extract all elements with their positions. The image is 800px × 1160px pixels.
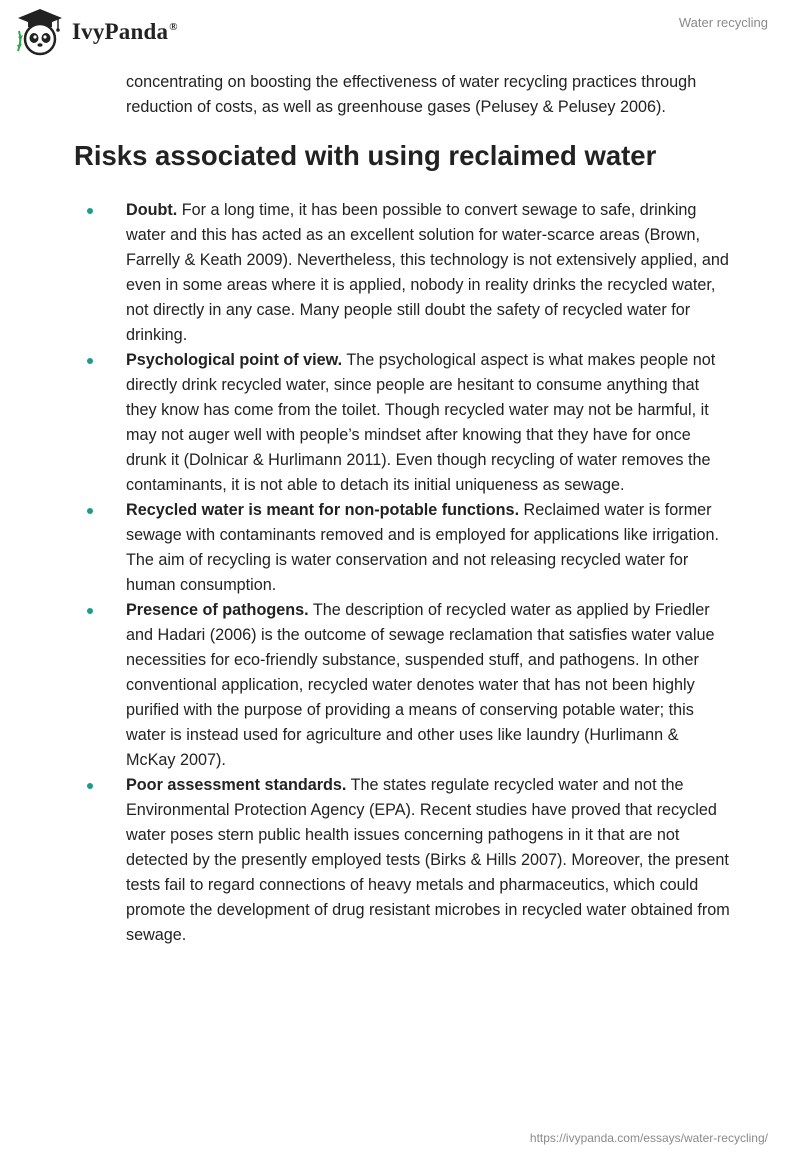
list-item: [0, 598, 800, 773]
item-text: The psychological aspect is what makes people not directly drink recycled water, since people are hesitant to consume anything that they know has come from the toilet. Though recycled water may not be harmful, it may not auger well with people’s mindset after knowing that they have for once drunk it (Dolnicar & Hurlimann 2011). Even though recycling of water removes the contaminants, it is not able to detach its initial uniqueness as sewage.: [126, 351, 716, 494]
item-text: Reclaimed water is former sewage with contaminants removed and is employed for applications like irrigation. The aim of recycling is water conservation and not releasing recycled water for human consumption.: [126, 501, 719, 594]
list-item: [0, 348, 800, 498]
item-text: The description of recycled water as applied by Friedler and Hadari (2006) is the outcome of sewage reclamation that satisfies water value necessities for eco-friendly substance, suspended stuff, and pathogens. In other conventional application, recycled water denotes water that has not been highly purified with the purpose of providing a means of conserving potable water; this water is instead used for agriculture and other uses like laundry (Hurlimann & McKay 2007).: [126, 601, 715, 769]
panda-graduate-logo-icon: [14, 7, 66, 57]
list-item: [0, 773, 800, 948]
list-item: [0, 498, 800, 598]
ivypanda-logo[interactable]: [14, 7, 178, 57]
item-text: For a long time, it has been possible to convert sewage to safe, drinking water and this has acted as an excellent solution for water-scarce areas (Brown, Farrelly & Keath 2009). Nevertheless, this technology is not extensively applied, and even in some areas where it is applied, nobody in reality drinks the recycled water, not directly in any case. Many people still doubt the safety of recycled water for drinking.: [126, 201, 729, 344]
list-item: [0, 198, 800, 348]
bullet-dot-icon: [87, 783, 93, 789]
registered-mark: ®: [169, 21, 178, 34]
risk-list: [0, 198, 800, 948]
item-title: Psychological point of view.: [126, 351, 343, 369]
bullet-dot-icon: [87, 608, 93, 614]
bullet-dot-icon: [87, 508, 93, 514]
lead-paragraph: concentrating on boosting the effectiveness of water recycling practices through reduction of costs, as well as greenhouse gases (Pelusey & Pelusey 2006).: [126, 73, 697, 116]
item-title: Poor assessment standards.: [126, 776, 347, 794]
essay-content: [0, 70, 800, 948]
page-header: [0, 0, 800, 70]
footer-url[interactable]: https://ivypanda.com/essays/water-recycling/: [529, 1131, 768, 1145]
document-title: Water recycling: [678, 15, 768, 30]
item-title: Recycled water is meant for non-potable functions.: [126, 501, 520, 519]
item-title: Presence of pathogens.: [126, 601, 309, 619]
section-heading: Risks associated with using reclaimed water: [74, 140, 657, 171]
bullet-dot-icon: [87, 208, 93, 214]
bullet-dot-icon: [87, 358, 93, 364]
item-text: The states regulate recycled water and not the Environmental Protection Agency (EPA). Recent studies have proved that recycled water poses stern public health issues concerning pathogens in it that are not detected by the presently employed tests (Birks & Hills 2007). Moreover, the present tests fail to regard connections of heavy metals and pharmaceutics, which could promote the development of drug resistant microbes in recycled water obtained from sewage.: [126, 776, 730, 944]
brand-name: IvyPanda®: [72, 19, 178, 44]
item-title: Doubt.: [126, 201, 178, 219]
